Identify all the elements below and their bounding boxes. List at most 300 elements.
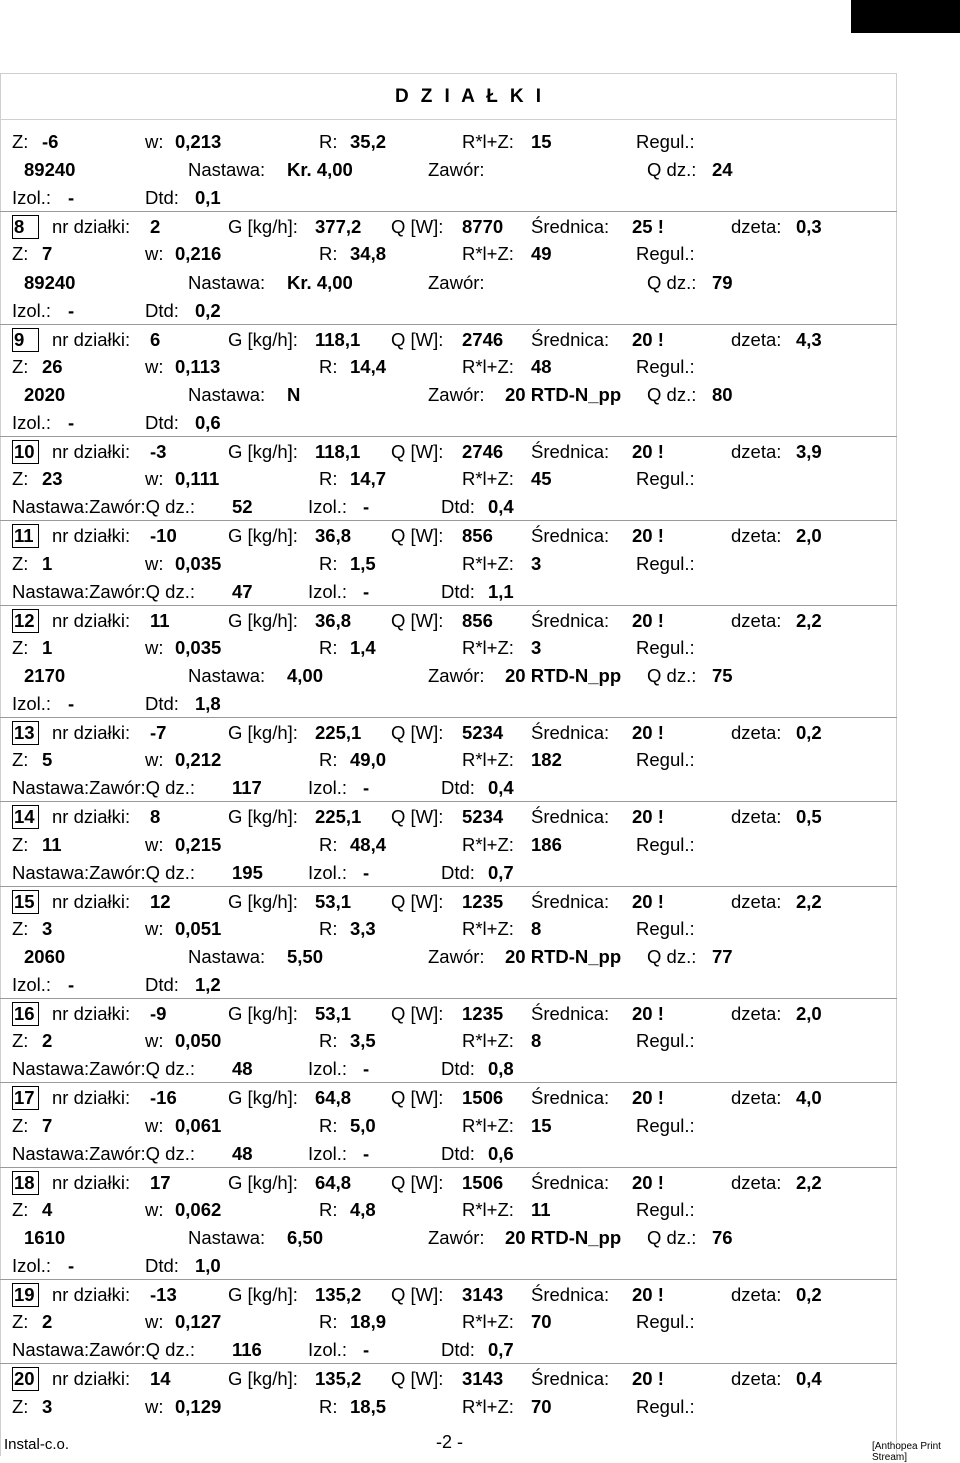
nastawa-label: Nastawa: <box>188 945 266 967</box>
z-value: 26 <box>42 355 63 377</box>
z-label: Z: <box>12 749 29 771</box>
dtd-value: 0,2 <box>195 299 221 321</box>
dzialka-detail-row <box>0 380 897 408</box>
g-value: 36,8 <box>315 609 352 631</box>
r-value: 4,8 <box>350 1198 376 1220</box>
srednica-label: Średnica: <box>531 525 610 547</box>
izol-label: Izol.: <box>308 1339 348 1361</box>
qdz-value: 80 <box>712 383 733 405</box>
r-label: R: <box>319 468 338 490</box>
g-label: G [kg/h]: <box>228 1368 298 1390</box>
dzialka-detail-row <box>0 661 897 689</box>
nastawa-label: Nastawa: <box>188 383 266 405</box>
izol-label: Izol.: <box>12 1255 52 1276</box>
regul-label: Regul.: <box>636 749 695 771</box>
dzeta-value: 0,3 <box>796 216 822 238</box>
dzialka-number-box: 9 <box>12 328 39 352</box>
regul-label: Regul.: <box>636 552 695 574</box>
qdz-value: 24 <box>712 159 733 181</box>
regul-value: 89240 <box>24 271 76 293</box>
srednica-label: Średnica: <box>531 806 610 828</box>
r-value: 49,0 <box>350 749 387 771</box>
dzialka-header-row <box>0 1279 897 1307</box>
qdz-label: Q dz.: <box>647 383 697 405</box>
zawor-label: Zawór: <box>428 271 485 293</box>
dzeta-value: 2,0 <box>796 1003 822 1025</box>
dzialka-detail-row <box>0 127 897 155</box>
srednica-value: 20 ! <box>632 1284 664 1306</box>
qdz-label: Q dz.: <box>647 1226 697 1248</box>
r-label: R: <box>319 1198 338 1220</box>
riz-value: 70 <box>531 1311 552 1333</box>
qdz-value: 116 <box>232 1339 262 1361</box>
srednica-value: 20 ! <box>632 1003 664 1025</box>
nastawa-label: Nastawa: <box>188 159 266 181</box>
riz-value: 15 <box>531 1114 552 1136</box>
dzeta-label: dzeta: <box>731 328 782 350</box>
izol-label: Izol.: <box>308 1058 348 1080</box>
izol-value: - <box>363 580 370 602</box>
g-value: 135,2 <box>315 1368 362 1390</box>
srednica-value: 20 ! <box>632 722 664 744</box>
nr-dzialki-label: nr działki: <box>52 722 131 744</box>
qdz-label: Q dz.: <box>647 664 697 686</box>
dzialka-detail-row <box>0 183 897 211</box>
r-label: R: <box>319 1030 338 1052</box>
zawor-label: Zawór: <box>428 383 485 405</box>
g-label: G [kg/h]: <box>228 1087 298 1109</box>
g-label: G [kg/h]: <box>228 328 298 350</box>
g-label: G [kg/h]: <box>228 525 298 547</box>
g-value: 118,1 <box>315 328 361 350</box>
w-value: 0,035 <box>175 552 222 574</box>
r-value: 5,0 <box>350 1114 376 1136</box>
dtd-value: 0,4 <box>488 777 514 799</box>
dzeta-value: 0,2 <box>796 722 822 744</box>
riz-value: 11 <box>531 1198 551 1220</box>
dzialka-detail-row <box>0 408 897 436</box>
dzialka-detail-row <box>0 942 897 970</box>
nastawa-zawor-qdz-label: Nastawa:Zawór:Q dz.: <box>12 1339 196 1361</box>
qdz-value: 77 <box>712 945 733 967</box>
dzialka-number-box: 10 <box>12 440 39 464</box>
z-label: Z: <box>12 1114 29 1136</box>
izol-value: - <box>68 1255 75 1276</box>
dtd-label: Dtd: <box>441 1058 475 1080</box>
dzialka-number-box: 20 <box>12 1367 39 1391</box>
w-label: w: <box>145 1114 164 1136</box>
nastawa-value: 4,00 <box>287 664 324 686</box>
nr-dzialki-label: nr działki: <box>52 1284 131 1306</box>
w-label: w: <box>145 1395 164 1417</box>
nr-dzialki-value: 17 <box>150 1171 171 1193</box>
srednica-value: 20 ! <box>632 890 664 912</box>
r-value: 14,4 <box>350 355 387 377</box>
dzialka-header-row <box>0 436 897 464</box>
riz-value: 8 <box>531 917 542 939</box>
w-label: w: <box>145 1198 164 1220</box>
nastawa-zawor-qdz-label: Nastawa:Zawór:Q dz.: <box>12 1058 196 1080</box>
riz-value: 15 <box>531 131 552 152</box>
qdz-value: 195 <box>232 861 263 883</box>
riz-value: 45 <box>531 468 552 490</box>
nr-dzialki-value: -9 <box>150 1003 167 1025</box>
r-value: 35,2 <box>350 131 387 152</box>
r-value: 1,5 <box>350 552 376 574</box>
r-label: R: <box>319 552 338 574</box>
q-label: Q [W]: <box>391 525 444 547</box>
nastawa-value: 6,50 <box>287 1226 324 1248</box>
page-title: D Z I A Ł K I <box>395 86 545 107</box>
dzialka-detail-row <box>0 155 897 183</box>
g-label: G [kg/h]: <box>228 806 298 828</box>
zawor-value: 20 RTD-N_pp <box>505 1226 622 1248</box>
nastawa-zawor-qdz-label: Nastawa:Zawór:Q dz.: <box>12 580 196 602</box>
g-value: 225,1 <box>315 722 362 744</box>
riz-label: R*l+Z: <box>462 552 514 574</box>
dtd-value: 0,6 <box>488 1142 514 1164</box>
regul-label: Regul.: <box>636 1030 695 1052</box>
dzialka-detail-row <box>0 773 897 801</box>
izol-label: Izol.: <box>12 412 52 433</box>
q-value: 5234 <box>462 806 504 828</box>
izol-value: - <box>68 974 75 995</box>
nr-dzialki-value: 12 <box>150 890 171 912</box>
dtd-label: Dtd: <box>145 693 179 714</box>
regul-label: Regul.: <box>636 243 695 265</box>
izol-label: Izol.: <box>308 777 348 799</box>
dtd-value: 0,4 <box>488 496 514 518</box>
z-label: Z: <box>12 468 29 490</box>
zawor-label: Zawór: <box>428 1226 485 1248</box>
regul-value: 2170 <box>24 664 66 686</box>
nr-dzialki-label: nr działki: <box>52 806 131 828</box>
srednica-value: 20 ! <box>632 806 664 828</box>
nr-dzialki-label: nr działki: <box>52 216 131 238</box>
riz-value: 3 <box>531 552 542 574</box>
nastawa-value: Kr. 4,00 <box>287 271 353 293</box>
dtd-value: 1,8 <box>195 693 221 714</box>
w-value: 0,050 <box>175 1030 222 1052</box>
dzialka-header-row <box>0 801 897 829</box>
srednica-value: 20 ! <box>632 1171 664 1193</box>
dtd-label: Dtd: <box>441 1142 475 1164</box>
dzialka-detail-row <box>0 268 897 296</box>
izol-label: Izol.: <box>308 496 348 518</box>
g-label: G [kg/h]: <box>228 1171 298 1193</box>
q-value: 1235 <box>462 890 504 912</box>
r-label: R: <box>319 1114 338 1136</box>
izol-value: - <box>68 187 75 209</box>
srednica-value: 20 ! <box>632 441 664 463</box>
dzeta-label: dzeta: <box>731 609 782 631</box>
nr-dzialki-label: nr działki: <box>52 328 131 350</box>
w-label: w: <box>145 552 164 574</box>
dzialka-detail-row <box>0 1111 897 1139</box>
w-label: w: <box>145 355 164 377</box>
nr-dzialki-label: nr działki: <box>52 1368 131 1390</box>
izol-value: - <box>363 1339 370 1361</box>
izol-label: Izol.: <box>308 580 348 602</box>
riz-label: R*l+Z: <box>462 749 514 771</box>
z-value: 1 <box>42 552 53 574</box>
z-value: 3 <box>42 917 53 939</box>
regul-label: Regul.: <box>636 1198 695 1220</box>
r-label: R: <box>319 833 338 855</box>
qdz-value: 79 <box>712 271 733 293</box>
qdz-value: 47 <box>232 580 253 602</box>
z-value: 4 <box>42 1198 53 1220</box>
nr-dzialki-value: 14 <box>150 1368 171 1390</box>
z-label: Z: <box>12 552 29 574</box>
r-label: R: <box>319 1395 338 1417</box>
riz-label: R*l+Z: <box>462 833 514 855</box>
regul-label: Regul.: <box>636 917 695 939</box>
dzialka-detail-row <box>0 1139 897 1167</box>
z-value: 2 <box>42 1030 53 1052</box>
q-label: Q [W]: <box>391 609 444 631</box>
g-label: G [kg/h]: <box>228 1284 298 1306</box>
z-label: Z: <box>12 833 29 855</box>
qdz-value: 48 <box>232 1142 253 1164</box>
qdz-label: Q dz.: <box>647 159 697 181</box>
w-label: w: <box>145 917 164 939</box>
riz-value: 70 <box>531 1395 552 1417</box>
dzialka-number-box: 16 <box>12 1002 39 1026</box>
g-label: G [kg/h]: <box>228 216 298 238</box>
izol-value: - <box>363 496 370 518</box>
riz-label: R*l+Z: <box>462 355 514 377</box>
qdz-label: Q dz.: <box>647 945 697 967</box>
w-value: 0,113 <box>175 355 221 377</box>
z-label: Z: <box>12 1395 29 1417</box>
r-label: R: <box>319 917 338 939</box>
w-value: 0,216 <box>175 243 222 265</box>
dzeta-value: 2,0 <box>796 525 822 547</box>
g-value: 36,8 <box>315 525 352 547</box>
w-label: w: <box>145 833 164 855</box>
w-value: 0,035 <box>175 636 222 658</box>
dzialka-detail-row <box>0 745 897 773</box>
dzialka-detail-row <box>0 577 897 605</box>
dzialka-detail-row <box>0 689 897 717</box>
g-label: G [kg/h]: <box>228 722 298 744</box>
srednica-label: Średnica: <box>531 1003 610 1025</box>
dtd-value: 1,1 <box>488 580 514 602</box>
zawor-label: Zawór: <box>428 159 485 181</box>
dzialka-detail-row <box>0 830 897 858</box>
riz-label: R*l+Z: <box>462 468 514 490</box>
q-label: Q [W]: <box>391 1087 444 1109</box>
r-value: 14,7 <box>350 468 387 490</box>
nr-dzialki-label: nr działki: <box>52 609 131 631</box>
footer-company: Instal-c.o. <box>4 1436 70 1453</box>
dzialka-header-row <box>0 324 897 352</box>
z-label: Z: <box>12 636 29 658</box>
g-label: G [kg/h]: <box>228 1003 298 1025</box>
g-value: 64,8 <box>315 1171 352 1193</box>
dzialka-header-row <box>0 605 897 633</box>
izol-value: - <box>68 693 75 714</box>
w-value: 0,212 <box>175 749 222 771</box>
nr-dzialki-label: nr działki: <box>52 1171 131 1193</box>
izol-value: - <box>68 299 75 321</box>
dzialka-detail-row <box>0 914 897 942</box>
nr-dzialki-label: nr działki: <box>52 1087 131 1109</box>
srednica-value: 20 ! <box>632 1368 664 1390</box>
riz-value: 182 <box>531 749 562 771</box>
srednica-value: 20 ! <box>632 609 664 631</box>
dzialka-header-row <box>0 717 897 745</box>
dtd-value: 0,8 <box>488 1058 514 1080</box>
dtd-label: Dtd: <box>145 187 179 209</box>
r-label: R: <box>319 131 338 152</box>
w-value: 0,051 <box>175 917 222 939</box>
w-value: 0,111 <box>175 468 220 490</box>
riz-value: 3 <box>531 636 542 658</box>
r-label: R: <box>319 749 338 771</box>
srednica-label: Średnica: <box>531 1368 610 1390</box>
dzialka-header-row <box>0 1363 897 1391</box>
nr-dzialki-label: nr działki: <box>52 525 131 547</box>
z-label: Z: <box>12 1198 29 1220</box>
dzeta-value: 0,5 <box>796 806 822 828</box>
r-value: 3,3 <box>350 917 376 939</box>
footer-page-number: -2 - <box>436 1432 463 1452</box>
w-label: w: <box>145 636 164 658</box>
w-value: 0,213 <box>175 131 222 152</box>
nastawa-zawor-qdz-label: Nastawa:Zawór:Q dz.: <box>12 1142 196 1164</box>
dzialka-header-row <box>0 886 897 914</box>
riz-label: R*l+Z: <box>462 243 514 265</box>
nr-dzialki-value: -16 <box>150 1087 177 1109</box>
z-label: Z: <box>12 131 29 152</box>
izol-label: Izol.: <box>308 1142 348 1164</box>
q-value: 3143 <box>462 1368 504 1390</box>
g-value: 377,2 <box>315 216 362 238</box>
dzialka-header-row <box>0 998 897 1026</box>
izol-label: Izol.: <box>12 299 52 321</box>
izol-label: Izol.: <box>12 187 52 209</box>
dzialka-number-box: 13 <box>12 721 39 745</box>
dzialka-detail-row <box>0 1307 897 1335</box>
srednica-label: Średnica: <box>531 441 610 463</box>
dzialka-detail-row <box>0 633 897 661</box>
srednica-label: Średnica: <box>531 609 610 631</box>
dzeta-value: 4,0 <box>796 1087 822 1109</box>
nr-dzialki-value: -7 <box>150 722 167 744</box>
riz-value: 49 <box>531 243 552 265</box>
nr-dzialki-value: 2 <box>150 216 161 238</box>
dzialka-number-box: 17 <box>12 1086 39 1110</box>
nastawa-zawor-qdz-label: Nastawa:Zawór:Q dz.: <box>12 777 196 799</box>
srednica-value: 20 ! <box>632 1087 664 1109</box>
w-label: w: <box>145 1030 164 1052</box>
z-value: 3 <box>42 1395 53 1417</box>
regul-value: 89240 <box>24 159 76 181</box>
dtd-value: 0,7 <box>488 1339 514 1361</box>
g-label: G [kg/h]: <box>228 441 298 463</box>
z-label: Z: <box>12 917 29 939</box>
qdz-value: 52 <box>232 496 253 518</box>
dzeta-label: dzeta: <box>731 1368 782 1390</box>
srednica-label: Średnica: <box>531 890 610 912</box>
dtd-value: 1,0 <box>195 1255 221 1276</box>
q-label: Q [W]: <box>391 216 444 238</box>
riz-label: R*l+Z: <box>462 917 514 939</box>
q-value: 2746 <box>462 441 504 463</box>
q-value: 856 <box>462 525 493 547</box>
nastawa-value: 5,50 <box>287 945 324 967</box>
q-value: 1235 <box>462 1003 504 1025</box>
dzeta-value: 2,2 <box>796 609 822 631</box>
r-label: R: <box>319 243 338 265</box>
dzeta-value: 0,4 <box>796 1368 822 1390</box>
corner-black-box <box>851 0 960 33</box>
srednica-label: Średnica: <box>531 722 610 744</box>
nastawa-label: Nastawa: <box>188 271 266 293</box>
g-value: 64,8 <box>315 1087 352 1109</box>
dzeta-label: dzeta: <box>731 1171 782 1193</box>
nastawa-value: Kr. 4,00 <box>287 159 353 181</box>
qdz-value: 75 <box>712 664 733 686</box>
izol-value: - <box>363 1142 370 1164</box>
z-value: 1 <box>42 636 53 658</box>
nastawa-label: Nastawa: <box>188 664 266 686</box>
regul-label: Regul.: <box>636 1114 695 1136</box>
riz-label: R*l+Z: <box>462 1395 514 1417</box>
w-value: 0,127 <box>175 1311 222 1333</box>
w-label: w: <box>145 131 164 152</box>
dzeta-value: 2,2 <box>796 1171 822 1193</box>
z-value: 2 <box>42 1311 53 1333</box>
zawor-label: Zawór: <box>428 945 485 967</box>
z-label: Z: <box>12 355 29 377</box>
dzialka-number-box: 11 <box>12 524 39 548</box>
dzeta-label: dzeta: <box>731 441 782 463</box>
dzialka-detail-row <box>0 1392 897 1420</box>
dzialka-detail-row <box>0 1195 897 1223</box>
regul-label: Regul.: <box>636 1395 695 1417</box>
nr-dzialki-label: nr działki: <box>52 1003 131 1025</box>
dzeta-label: dzeta: <box>731 1003 782 1025</box>
izol-value: - <box>363 777 370 799</box>
dzialka-number-box: 15 <box>12 890 39 914</box>
dtd-value: 0,7 <box>488 861 514 883</box>
dzialka-header-row <box>0 211 897 239</box>
r-value: 34,8 <box>350 243 387 265</box>
z-label: Z: <box>12 243 29 265</box>
z-value: 7 <box>42 1114 53 1136</box>
dzialka-number-box: 12 <box>12 609 39 633</box>
w-label: w: <box>145 468 164 490</box>
nr-dzialki-label: nr działki: <box>52 890 131 912</box>
q-label: Q [W]: <box>391 1003 444 1025</box>
regul-label: Regul.: <box>636 636 695 658</box>
nr-dzialki-value: 6 <box>150 328 161 350</box>
dzialka-detail-row <box>0 549 897 577</box>
w-value: 0,062 <box>175 1198 222 1220</box>
nr-dzialki-value: 8 <box>150 806 161 828</box>
riz-label: R*l+Z: <box>462 636 514 658</box>
dzialka-number-box: 18 <box>12 1171 39 1195</box>
q-label: Q [W]: <box>391 722 444 744</box>
r-value: 3,5 <box>350 1030 376 1052</box>
dtd-value: 0,1 <box>195 187 221 209</box>
dzialka-detail-row <box>0 239 897 267</box>
dzialka-detail-row <box>0 858 897 886</box>
srednica-value: 20 ! <box>632 328 664 350</box>
